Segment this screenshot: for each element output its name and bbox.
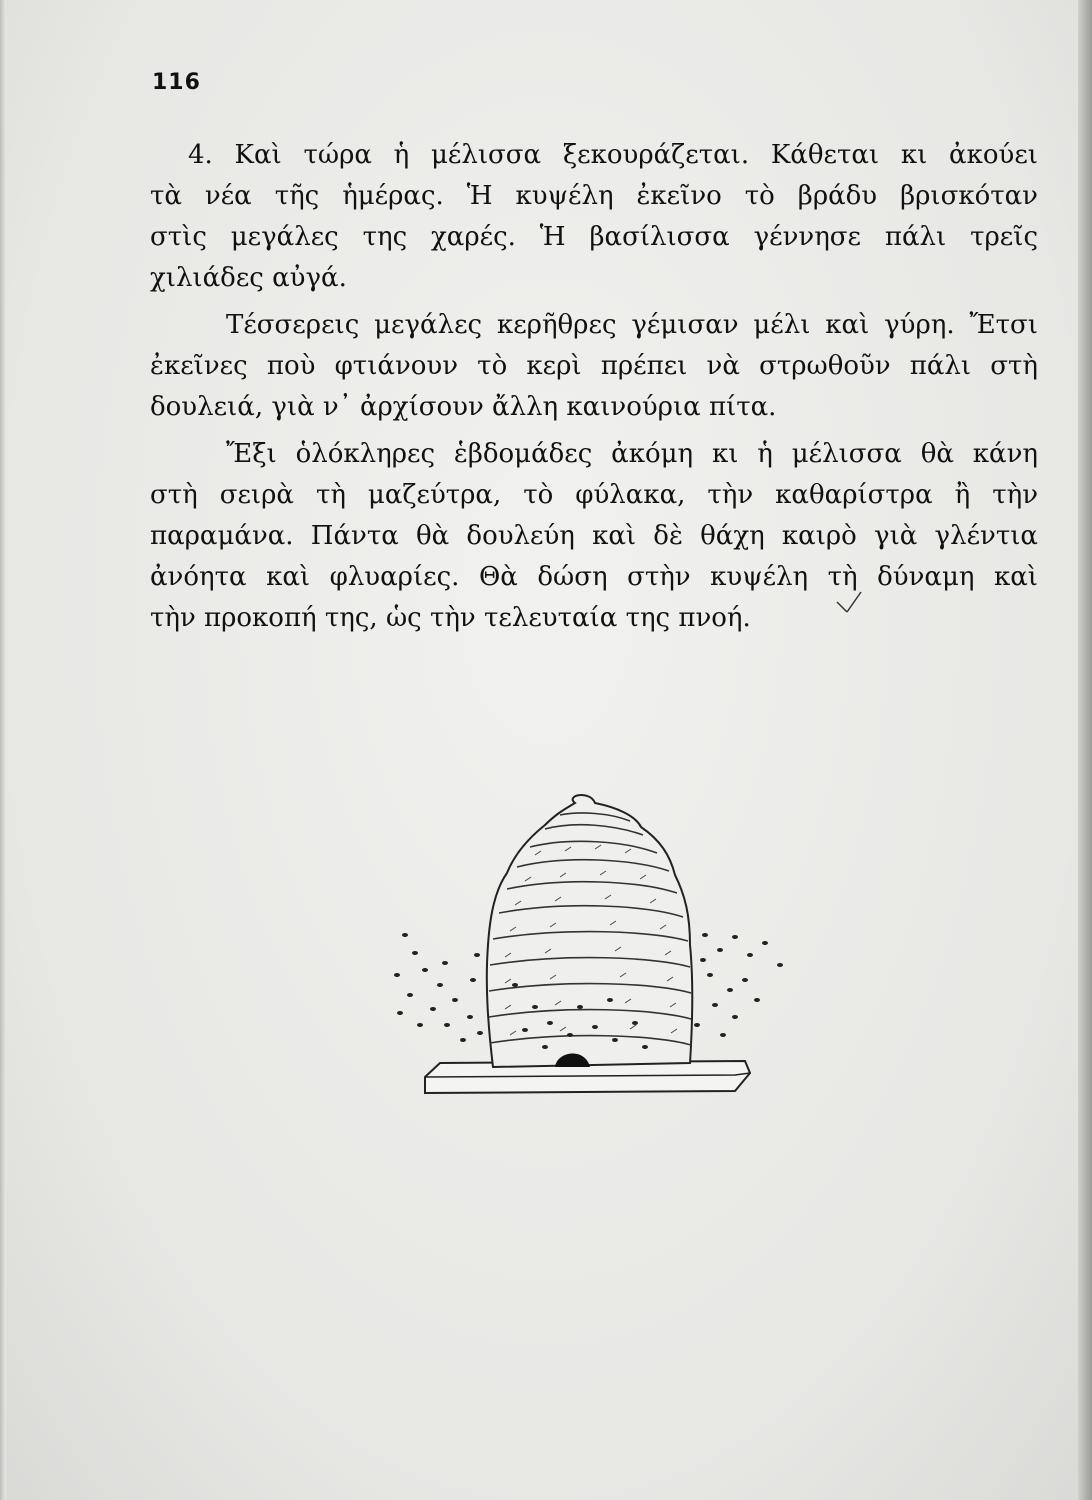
text-line: Τέσσερεις μεγάλες κερῆθρες γέμισαν μέλι καὶ γύρη. Ἔτσι <box>226 310 1038 340</box>
paragraph-3 <box>150 434 1038 639</box>
page-left-edge <box>0 0 6 1500</box>
text-line: τὰ νέα τῆς ἡμέρας. Ἡ κυψέλη ἐκεῖνο τὸ βράδυ βρισκόταν <box>150 181 1038 211</box>
text-line: ἀνόητα καὶ φλυαρίες. Θὰ δώση στὴν κυψέλη τὴ δύναμη καὶ <box>150 562 1038 592</box>
text-line: στὶς μεγάλες της χαρές. Ἡ βασίλισσα γέννησε πάλι τρεῖς <box>150 222 1038 252</box>
page-number: 116 <box>152 70 201 95</box>
text-line: Ἔξι ὁλόκληρες ἑβδομάδες ἀκόμη κι ἡ μέλισσα θὰ κάνη <box>226 439 1038 469</box>
text-line: χιλιάδες αὐγά. <box>150 263 347 293</box>
beehive-illustration <box>385 785 795 1125</box>
page-right-edge <box>1078 0 1092 1500</box>
text-line: ἐκεῖνες ποὺ φτιάνουν τὸ κερὶ πρέπει νὰ στρωθοῦν πάλι στὴ <box>150 351 1038 381</box>
text-line: 4. Καὶ τώρα ἡ μέλισσα ξεκουράζεται. Κάθεται κι ἀκούει <box>188 140 1038 170</box>
body-text <box>150 135 1038 645</box>
text-line: δουλειά, γιὰ ν᾽ ἀρχίσουν ἄλλη καινούρια πίτα. <box>150 392 777 422</box>
paragraph-1 <box>150 135 1038 299</box>
text-line: στὴ σειρὰ τὴ μαζεύτρα, τὸ φύλακα, τὴν καθαρίστρα ἢ τὴν <box>150 480 1038 510</box>
paragraph-2 <box>150 305 1038 428</box>
pencil-tick-mark <box>835 588 865 618</box>
text-line: παραμάνα. Πάντα θὰ δουλεύη καὶ δὲ θάχη καιρὸ γιὰ γλέντια <box>150 521 1038 551</box>
text-line: τὴν προκοπή της, ὡς τὴν τελευταία της πνοή. <box>150 603 751 633</box>
